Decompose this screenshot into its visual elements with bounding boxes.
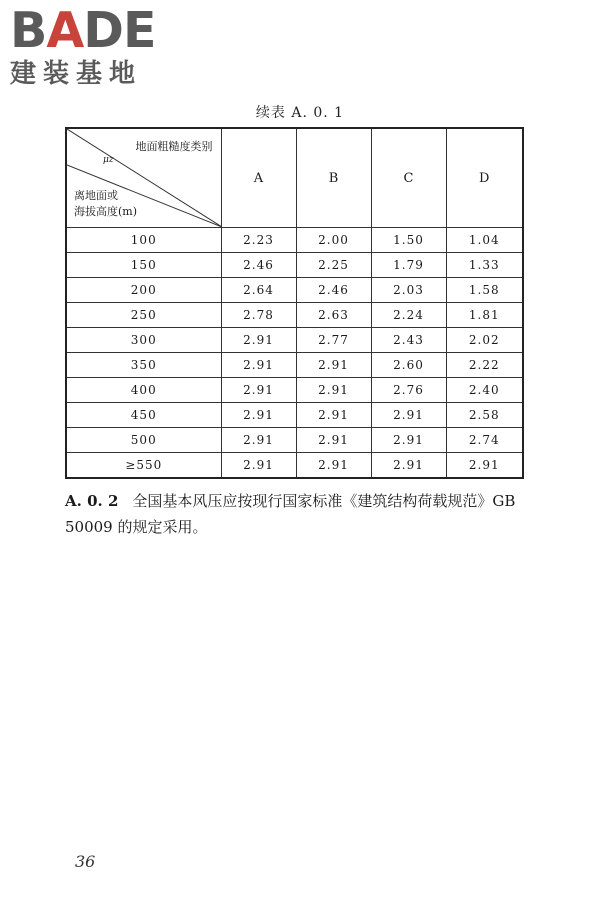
table-cell: 2.91 — [221, 403, 296, 428]
table-cell: 1.33 — [446, 253, 523, 278]
table-cell: 2.77 — [296, 328, 371, 353]
table-cell: 2.91 — [221, 428, 296, 453]
table-cell: 2.46 — [221, 253, 296, 278]
table-row — [66, 378, 523, 403]
row-height-label: 200 — [66, 278, 221, 303]
table-cell: 1.79 — [371, 253, 446, 278]
table-header-row — [66, 128, 523, 228]
table-cell: 2.46 — [296, 278, 371, 303]
table-cell: 2.91 — [296, 378, 371, 403]
table-cell: 2.24 — [371, 303, 446, 328]
table-row — [66, 403, 523, 428]
clause-number: A. 0. 2 — [65, 492, 119, 510]
wind-pressure-coefficient-table — [65, 127, 524, 479]
column-header-d: D — [446, 128, 523, 228]
corner-label-roughness: 地面粗糙度类别 — [135, 140, 213, 153]
publisher-logo — [10, 2, 175, 89]
row-height-label: 300 — [66, 328, 221, 353]
logo-subtitle: 建装基地 — [10, 59, 143, 89]
row-height-label: 500 — [66, 428, 221, 453]
clause-a02-paragraph — [65, 488, 535, 540]
table-cell: 2.91 — [221, 378, 296, 403]
table-cell: 1.58 — [446, 278, 523, 303]
table-cell: 1.81 — [446, 303, 523, 328]
table-cell: 2.78 — [221, 303, 296, 328]
table-cell: 2.91 — [371, 403, 446, 428]
table-corner-header — [66, 128, 221, 228]
row-height-label: 350 — [66, 353, 221, 378]
row-height-label: 250 — [66, 303, 221, 328]
table-cell: 1.50 — [371, 228, 446, 253]
table-cell: 2.91 — [221, 453, 296, 479]
table-cell: 2.91 — [296, 428, 371, 453]
corner-label-mu: μz — [103, 155, 114, 165]
table-cell: 2.91 — [371, 453, 446, 479]
table-row — [66, 328, 523, 353]
table-row — [66, 253, 523, 278]
table-cell: 2.00 — [296, 228, 371, 253]
table-cell: 2.91 — [221, 353, 296, 378]
logo-wordmark: BADE — [10, 2, 156, 59]
column-header-b: B — [296, 128, 371, 228]
table-cell: 2.23 — [221, 228, 296, 253]
table-row — [66, 303, 523, 328]
table-cell: 2.25 — [296, 253, 371, 278]
page-number: 36 — [75, 852, 96, 871]
column-header-c: C — [371, 128, 446, 228]
table-title: 续表 A. 0. 1 — [255, 105, 345, 121]
clause-text: 全国基本风压应按现行国家标准《建筑结构荷载规范》GB 50009 的规定采用。 — [65, 492, 516, 536]
table-cell: 2.64 — [221, 278, 296, 303]
table-cell: 2.91 — [221, 328, 296, 353]
table-row — [66, 228, 523, 253]
table-cell: 2.03 — [371, 278, 446, 303]
table-cell: 2.43 — [371, 328, 446, 353]
row-height-label: 100 — [66, 228, 221, 253]
table-cell: 2.91 — [296, 453, 371, 479]
table-cell: 2.91 — [371, 428, 446, 453]
table-cell: 2.63 — [296, 303, 371, 328]
row-height-label: 450 — [66, 403, 221, 428]
table-body — [66, 228, 523, 479]
table-cell: 2.91 — [296, 403, 371, 428]
table-row — [66, 353, 523, 378]
table-cell: 2.76 — [371, 378, 446, 403]
row-height-label: 150 — [66, 253, 221, 278]
table-cell: 2.74 — [446, 428, 523, 453]
table-cell: 2.22 — [446, 353, 523, 378]
table-row — [66, 453, 523, 479]
table-row — [66, 428, 523, 453]
table-cell: 2.02 — [446, 328, 523, 353]
table-cell: 2.91 — [296, 353, 371, 378]
row-height-label: 400 — [66, 378, 221, 403]
table-cell: 2.91 — [446, 453, 523, 479]
table-row — [66, 278, 523, 303]
table-cell: 1.04 — [446, 228, 523, 253]
table-cell: 2.58 — [446, 403, 523, 428]
row-height-label: ≥550 — [66, 453, 221, 479]
table-cell: 2.60 — [371, 353, 446, 378]
corner-label-height: 离地面或 海拔高度(m) — [74, 189, 138, 218]
table-cell: 2.40 — [446, 378, 523, 403]
column-header-a: A — [221, 128, 296, 228]
